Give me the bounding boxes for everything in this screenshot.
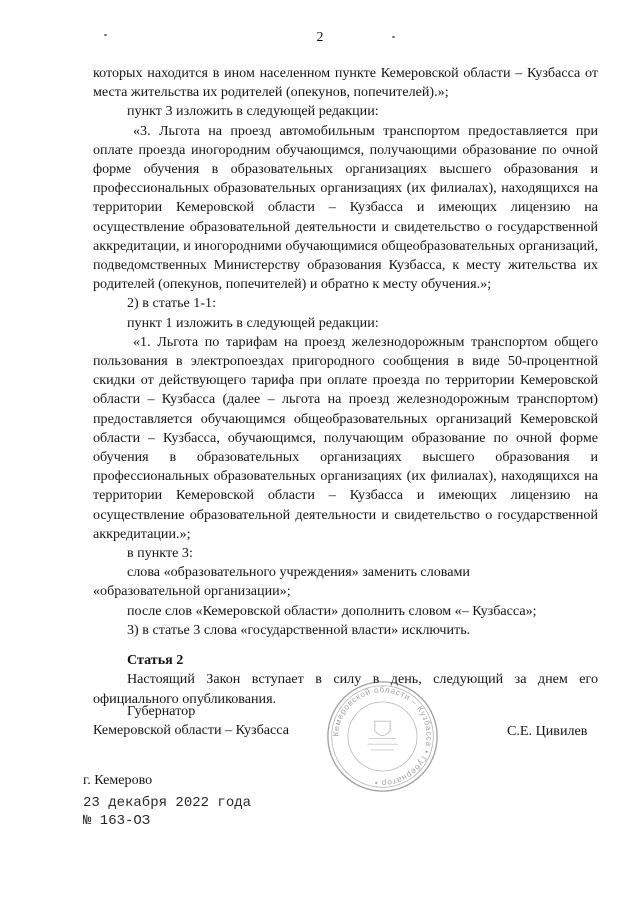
paragraph-replace-words-cont: «образовательной организации»;	[93, 583, 291, 600]
svg-text:Кемеровской области – Кузбасса: Кемеровской области – Кузбасса • Губернатор •	[331, 685, 434, 788]
law-body-text	[93, 64, 598, 709]
signature-title-line-1: Губернатор	[127, 703, 196, 719]
paragraph-continuation: которых находится в ином населенном пункте Кемеровской области – Кузбасса от места жительства их родителей (опекунов, попечителей).»;	[93, 65, 598, 101]
scan-speck	[392, 36, 395, 38]
signature-title-line-2: Кемеровской области – Кузбасса	[93, 722, 289, 739]
paragraph-add-word: после слов «Кемеровской области» дополнить словом «– Кузбасса»;	[127, 602, 537, 619]
place-of-signing: г. Кемерово	[83, 772, 153, 788]
signatory-name: С.Е. Цивилев	[507, 723, 588, 739]
paragraph-article-3: 3) в статье 3 слова «государственной власти» исключить.	[127, 621, 471, 638]
paragraph-replace-words: слова «образовательного учреждения» заменить словами	[127, 564, 470, 581]
signing-date: 23 декабря 2022 года	[83, 795, 252, 811]
law-number: № 163-ОЗ	[83, 813, 151, 829]
paragraph-item-1-text: «1. Льгота по тарифам на проезд железнодорожным транспортом общего пользования в электропоездах пригородного сообщения в виде 50-процентной скидки от действующего тарифа при оплате проезда по территории Кемеровской области – Кузбасса (далее – льгота на проезд железнодорожным транспортом) предоставляется обучающимся общеобразовательных организаций Кемеровской области – Кузбасса, обучающимся, получающим образование по очной форме обучения в образовательных организациях высшего образования и профессиональных образовательных организациях (их филиалах), находящихся на территории Кемеровской области – Кузбасса и имеющих лицензию на осуществление образовательной деятельности и свидетельство о государственной аккредитации.»;	[93, 333, 598, 542]
paragraph-in-item-3: в пункте 3:	[127, 545, 193, 562]
page-number: 2	[316, 30, 324, 45]
official-seal	[325, 679, 440, 794]
paragraph-article-1-1: 2) в статье 1-1:	[127, 295, 216, 312]
signature-title	[93, 702, 289, 740]
section-spacer	[93, 640, 598, 651]
article-2-text: Настоящий Закон вступает в силу в день, следующий за днем его официального опубликования.	[93, 671, 598, 707]
paragraph-item-3-intro: пункт 3 изложить в следующей редакции:	[127, 103, 379, 120]
scan-speck	[104, 34, 107, 36]
paragraph-item-1-intro: пункт 1 изложить в следующей редакции:	[127, 314, 379, 331]
article-heading: Статья 2	[127, 652, 184, 669]
paragraph-item-3-text: «3. Льгота на проезд автомобильным транспортом предоставляется при оплате проезда иногородним обучающимся, получающими образование по очной форме обучения в образовательных организациях высшего образования и профессиональных образовательных организациях (их филиалах), находящихся на территории Кемеровской области – Кузбасса и имеющих лицензию на осуществление образовательной деятельности и свидетельство о государственной аккредитации, и иногородними обучающимися общеобразовательных организаций, подведомственных Министерству образования Кузбасса, к месту жительства их родителей (опекунов, попечителей) и обратно к месту обучения.»;	[93, 122, 598, 293]
registration-stamp	[83, 794, 251, 830]
